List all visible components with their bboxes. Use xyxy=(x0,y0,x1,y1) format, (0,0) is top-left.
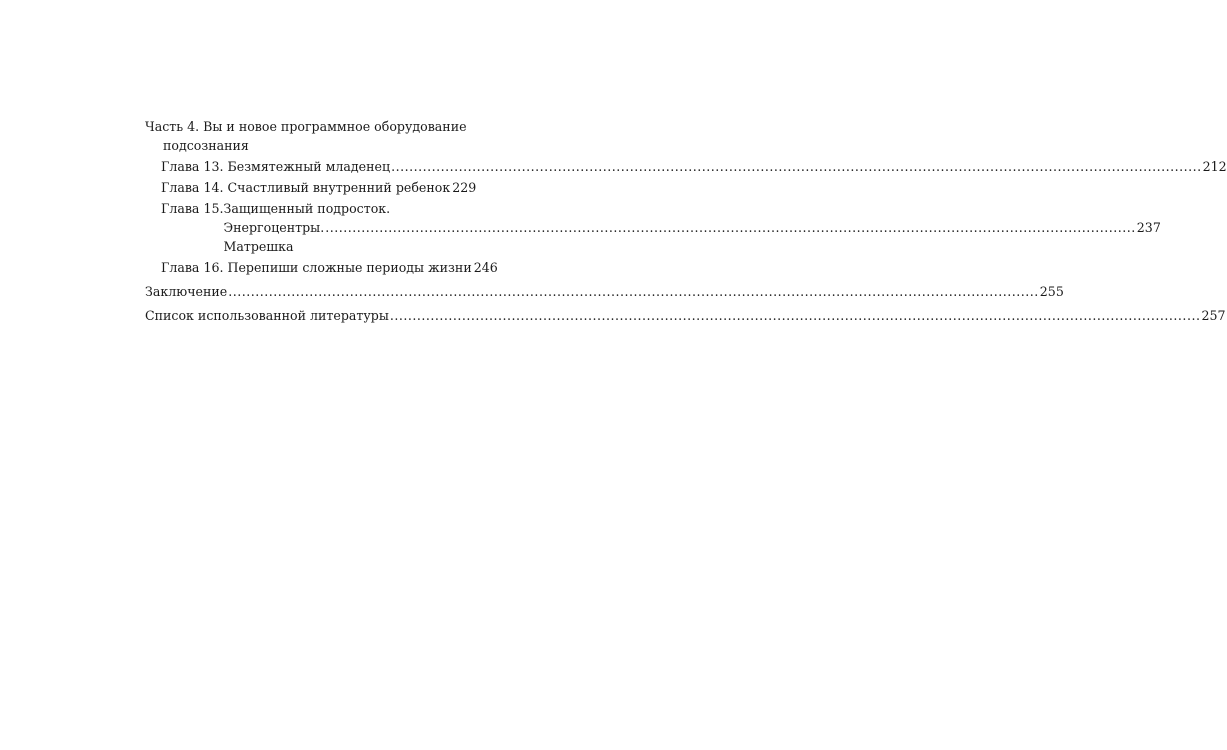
part-4-title xyxy=(145,117,470,155)
toc-entry-chapter-13[interactable] xyxy=(145,157,1227,176)
toc-entry-prefix: Глава 15. xyxy=(161,201,224,216)
toc-entry-page: 257 xyxy=(1201,308,1226,323)
part-4-title-line1: Часть 4. Вы и новое программное оборудование xyxy=(145,119,467,134)
toc-entry-chapter-14[interactable] xyxy=(145,178,477,197)
toc-entry-bibliography[interactable] xyxy=(145,306,1226,325)
toc-entry-chapter-15[interactable] xyxy=(145,199,1161,256)
toc-entry-page: 255 xyxy=(1039,284,1064,299)
toc-entry-label: Глава 16. Перепиши сложные периоды жизни xyxy=(161,260,472,275)
toc-entry-page: 246 xyxy=(473,260,498,275)
toc-entry-label-line1: Защищенный подросток. xyxy=(223,201,391,216)
toc-entry-page: 212 xyxy=(1202,159,1227,174)
toc-entry-label: Заключение xyxy=(145,284,228,299)
toc-entry-label: Глава 13. Безмятежный младенец xyxy=(161,159,391,174)
toc-entry-conclusion[interactable] xyxy=(145,282,1064,301)
table-of-contents xyxy=(145,117,1227,327)
dot-leader xyxy=(325,218,1136,237)
chapter-list xyxy=(145,157,1227,277)
dot-leader xyxy=(228,282,1039,301)
toc-entry-label-line2: Энергоцентры. Матрешка xyxy=(223,220,325,254)
part-4-title-line2: подсознания xyxy=(163,138,249,153)
toc-entry-chapter-16[interactable] xyxy=(145,258,498,277)
toc-entry-page: 237 xyxy=(1136,220,1161,235)
dot-leader xyxy=(391,157,1202,176)
toc-entry-label: Список использованной литературы xyxy=(145,308,389,323)
toc-entry-page: 229 xyxy=(452,180,477,195)
dot-leader xyxy=(390,306,1201,325)
toc-entry-label: Глава 14. Счастливый внутренний ребенок xyxy=(161,180,451,195)
